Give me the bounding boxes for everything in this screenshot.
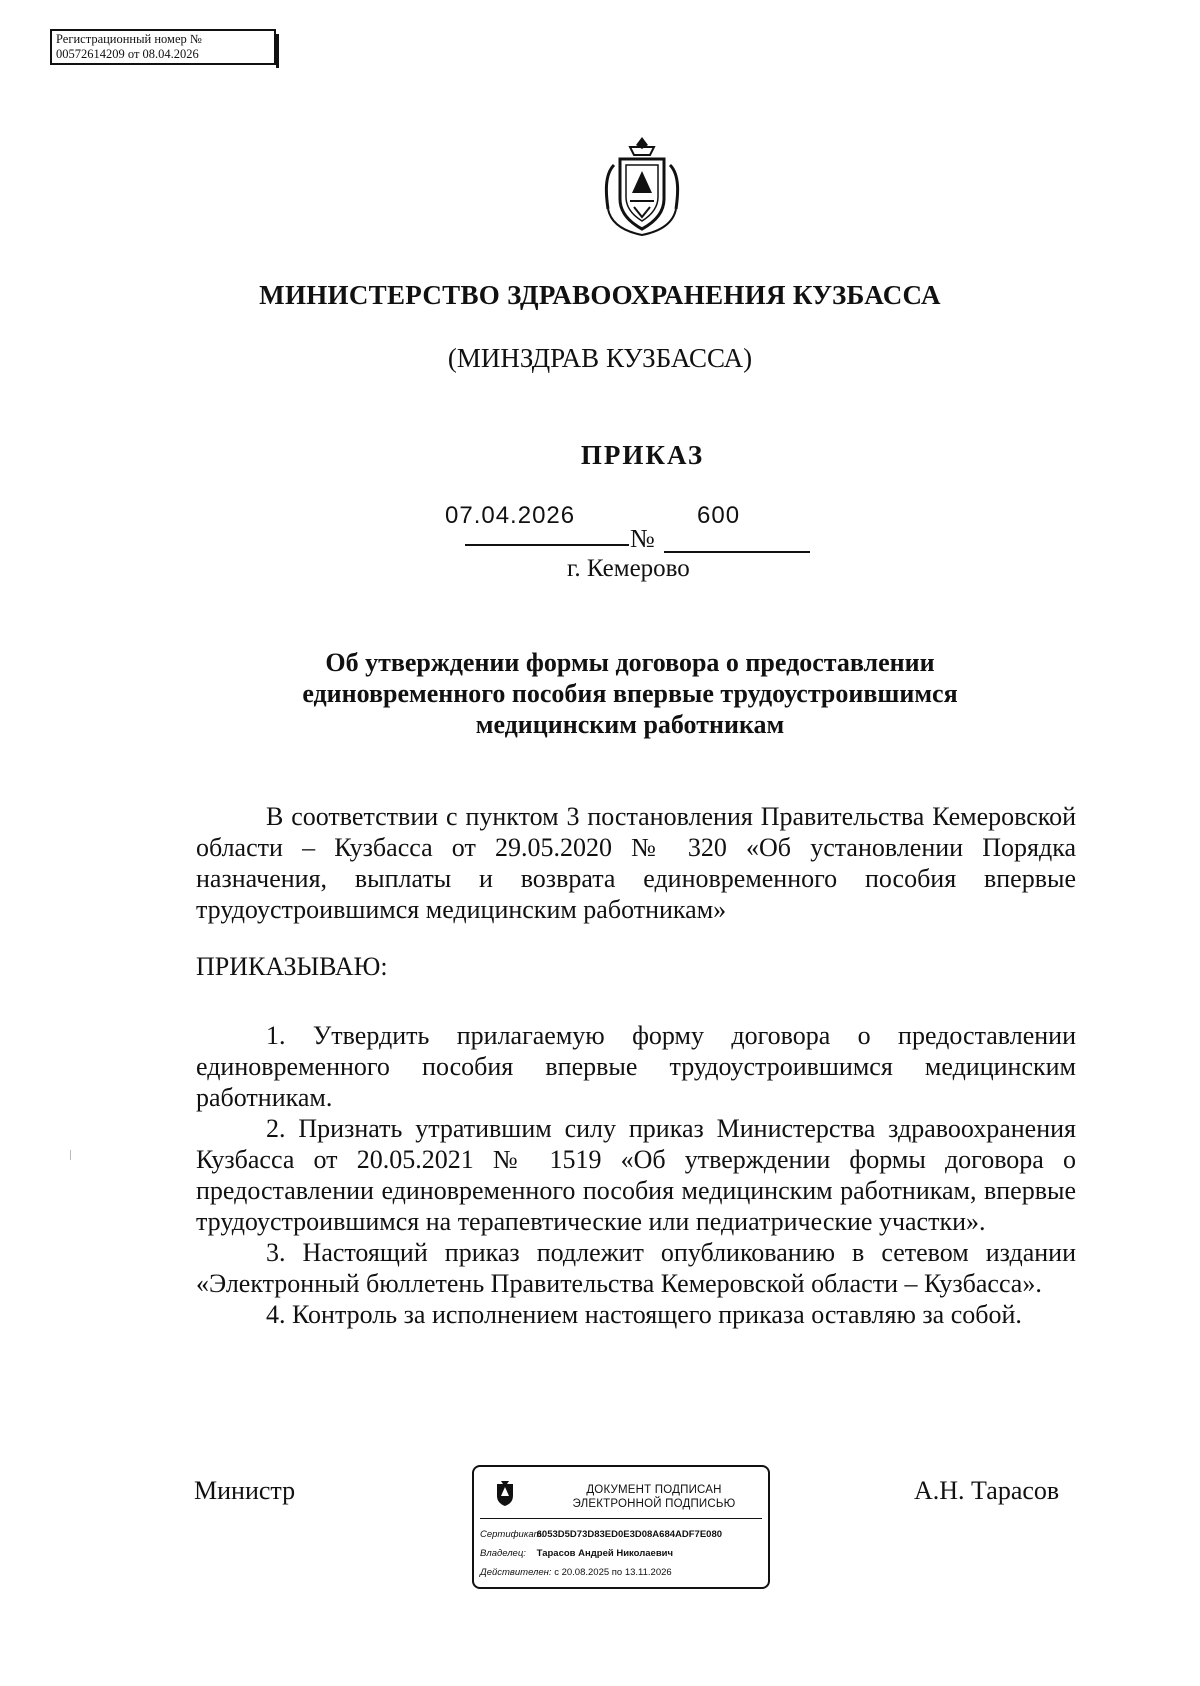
stamp-title — [544, 1483, 764, 1511]
stamp-coat-of-arms-icon — [494, 1480, 516, 1508]
scan-mark — [70, 1150, 71, 1160]
order-item: 2. Признать утратившим силу приказ Министерства здравоохранения Кузбасса от 20.05.2021 № 1519 «Об утверждении формы договора о предоставлении единовременного пособия медицинским работникам, впервые трудоустроившимся на терапевтические или педиатрические участки». — [196, 1114, 1076, 1236]
signatory-name: А.Н. Тарасов — [914, 1476, 1060, 1505]
stamp-title-line: ДОКУМЕНТ ПОДПИСАН — [586, 1484, 722, 1496]
subject-line: единовременного пособия впервые трудоустроившимся — [302, 679, 958, 708]
number-sign: № — [630, 524, 655, 553]
coat-of-arms-icon — [600, 135, 684, 237]
preamble-paragraph: В соответствии с пунктом 3 постановления Правительства Кемеровской области – Кузбасса от 29.05.2020 № 320 «Об установлении Порядка назначения, выплаты и возврата единовременного пособия впервые трудоустроившимся медицинским работникам» — [196, 802, 1076, 924]
order-city: г. Кемерово — [567, 555, 690, 582]
stamp-title-line: ЭЛЕКТРОННОЙ ПОДПИСЬЮ — [572, 1498, 736, 1510]
electronic-signature-stamp — [472, 1465, 770, 1589]
ministry-short-name: (МИНЗДРАВ КУЗБАССА) — [447, 343, 753, 373]
stamp-certificate-row — [480, 1529, 722, 1540]
document-type-title: ПРИКАЗ — [580, 440, 705, 470]
registration-number-box — [50, 29, 276, 65]
number-underline — [664, 551, 810, 553]
order-date: 07.04.2026 — [445, 502, 576, 529]
stamp-divider — [480, 1518, 762, 1519]
order-items — [196, 1020, 1076, 1330]
stamp-owner-row — [480, 1548, 673, 1559]
signatory-position: Министр — [194, 1476, 296, 1505]
order-item: 4. Контроль за исполнением настоящего приказа оставляю за собой. — [266, 1300, 1022, 1329]
owner-label: Владелец: — [480, 1548, 526, 1559]
date-underline — [465, 544, 629, 546]
certificate-value: 6053D5D73D83ED0E3D08A684ADF7E080 — [536, 1529, 723, 1540]
order-item: 1. Утвердить прилагаемую форму договора о предоставлении единовременного пособия впервые трудоустроившимся медицинским работникам. — [196, 1021, 1076, 1112]
ministry-name: МИНИСТЕРСТВО ЗДРАВООХРАНЕНИЯ КУЗБАССА — [259, 280, 941, 310]
order-number: 600 — [697, 502, 741, 529]
subject-line: Об утверждении формы договора о предоставлении — [325, 648, 935, 677]
registration-label: Регистрационный номер № — [56, 32, 202, 46]
order-subject — [0, 647, 1200, 740]
order-word: ПРИКАЗЫВАЮ: — [196, 952, 388, 981]
registration-value: 00572614209 от 08.04.2026 — [56, 47, 199, 61]
certificate-label: Сертификат: — [480, 1529, 545, 1540]
owner-value: Тарасов Андрей Николаевич — [536, 1548, 674, 1559]
validity-value: с 20.08.2025 по 13.11.2026 — [554, 1567, 672, 1578]
order-item: 3. Настоящий приказ подлежит опубликованию в сетевом издании «Электронный бюллетень Правительства Кемеровской области – Кузбасса». — [196, 1238, 1076, 1298]
subject-line: медицинским работникам — [475, 710, 785, 739]
stamp-validity-row — [480, 1567, 672, 1578]
validity-label: Действителен: — [480, 1567, 552, 1578]
